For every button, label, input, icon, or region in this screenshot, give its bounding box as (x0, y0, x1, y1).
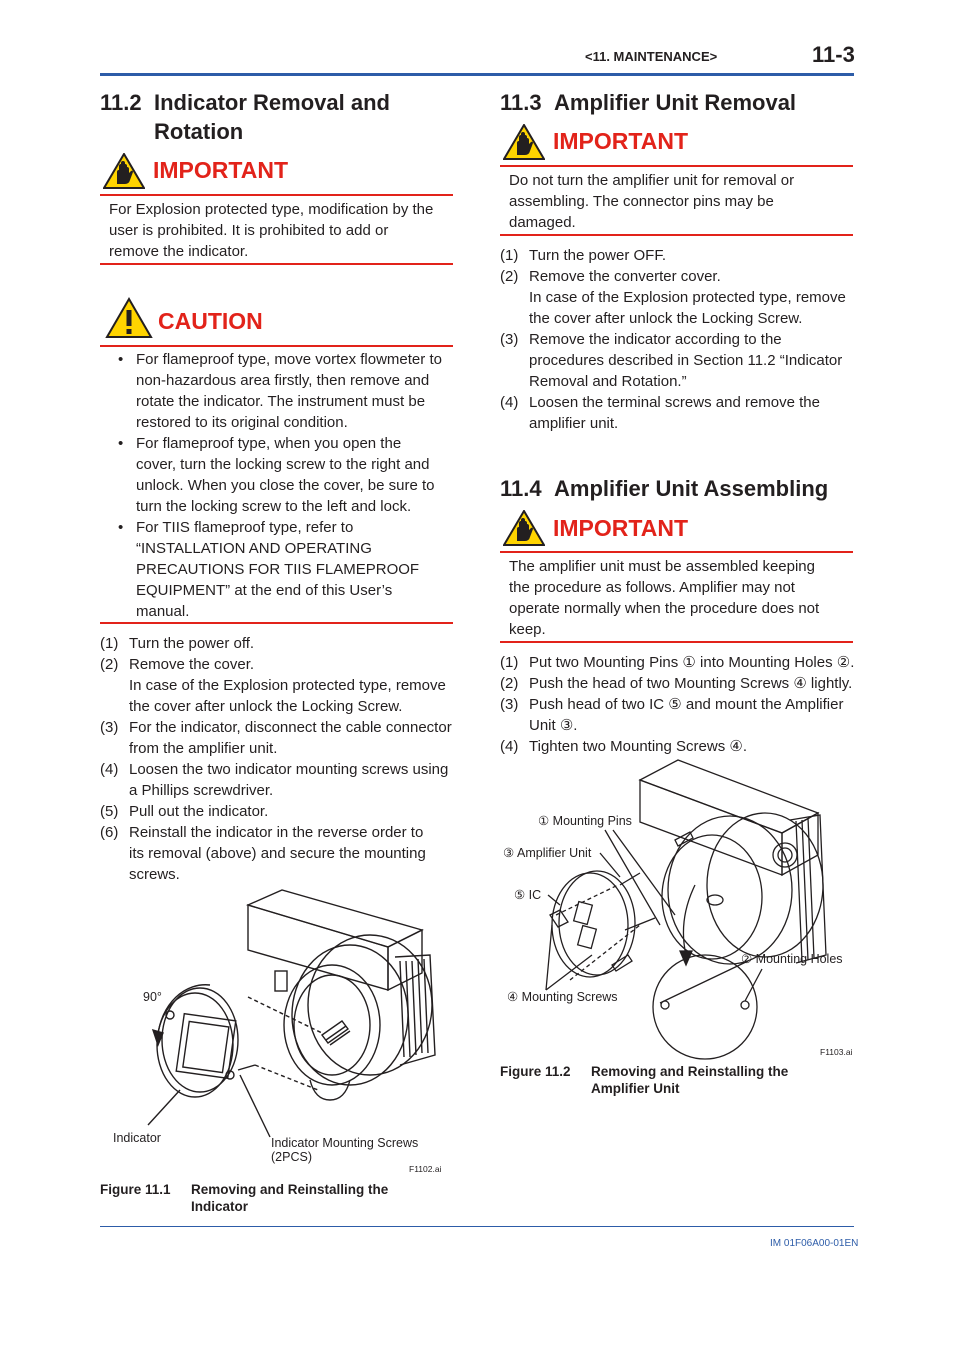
figure-label-pins: ① Mounting Pins (538, 814, 632, 828)
list-item: (1) Turn the power OFF. (500, 247, 666, 264)
section-11-3-heading (500, 88, 853, 117)
important-top-rule (500, 165, 853, 167)
important-label: IMPORTANT (553, 128, 689, 154)
section-number: 11.4 (500, 476, 542, 501)
important-bottom-rule (500, 641, 853, 643)
figure-label-screws: Indicator Mounting Screws (2PCS) (271, 1136, 419, 1164)
section-title: Amplifier Unit Removal (554, 90, 797, 115)
figure-11-2-illustration (500, 755, 854, 1060)
running-header-section: <11. MAINTENANCE> (585, 49, 718, 64)
important-top-rule (100, 194, 453, 196)
caution-item: • For flameproof type, move vortex flowmeter to non-hazardous area firstly, then remove and rotate the indicator. The instrument must be restored to its original condition. (118, 351, 442, 431)
section-11-2-heading (100, 88, 453, 146)
figure-11-2-caption: Figure 11.2 Removing and Reinstalling the Amplifier Unit (500, 1064, 789, 1096)
list-item: (3) Remove the indicator according to the procedures described in Section 11.2 “Indicator Removal and Rotation.” (500, 331, 843, 390)
figure-label-holes: ② Mounting Holes (741, 952, 843, 966)
procedure-list-11-2 (100, 633, 456, 885)
figure-label-amplifier: ③ Amplifier Unit (503, 846, 592, 860)
important-top-rule (500, 551, 853, 553)
important-hand-icon (503, 124, 545, 160)
section-11-4-heading (500, 474, 853, 503)
list-item: (6) Reinstall the indicator in the reverse order to its removal (above) and secure the mounting screws. (100, 824, 426, 883)
caution-item: • For TIIS flameproof type, refer to “INSTALLATION AND OPERATING PRECAUTIONS FOR TIIS FLAMEPROOF EQUIPMENT” at the end of this User’s manual. (118, 519, 420, 620)
procedure-list-11-3 (500, 245, 856, 434)
figure-label-ic: ⑤ IC (514, 888, 542, 902)
figure-angle-label: 90° (143, 990, 162, 1004)
list-item: (2) Remove the converter cover. In case of the Explosion protected type, remove the cover after unlock the Locking Screw. (500, 268, 846, 327)
important-label: IMPORTANT (553, 515, 689, 541)
list-item: (4) Loosen the two indicator mounting screws using a Phillips screwdriver. (100, 761, 449, 799)
list-item: (1) Put two Mounting Pins ① into Mounting Holes ②. (500, 654, 855, 671)
figure-file-id: F1102.ai (409, 1164, 442, 1174)
figure-file-id: F1103.ai (820, 1047, 853, 1057)
footer-rule (100, 1226, 854, 1227)
section-title: Amplifier Unit Assembling (554, 476, 829, 501)
important-bottom-rule (500, 234, 853, 236)
section-number: 11.2 (100, 90, 142, 115)
procedure-list-11-4 (500, 652, 856, 757)
important-bottom-rule (100, 263, 453, 265)
section-title: Indicator Removal and Rotation (154, 90, 390, 144)
caution-exclamation-icon (105, 297, 153, 339)
list-item: (4) Tighten two Mounting Screws ④. (500, 738, 747, 755)
caution-item: • For flameproof type, when you open the cover, turn the locking screw to the right and unlock. When you close the cover, be sure to turn the locking screw to the left and lock. (118, 435, 435, 515)
caution-list (100, 349, 445, 622)
caution-bottom-rule (100, 622, 453, 624)
list-item: (4) Loosen the terminal screws and remove the amplifier unit. (500, 394, 820, 432)
list-item: (2) Remove the cover. In case of the Explosion protected type, remove the cover after unlock the Locking Screw. (100, 656, 446, 715)
page-number: 11-3 (812, 42, 855, 67)
important-text: Do not turn the amplifier unit for removal or assembling. The connector pins may be damaged. (509, 172, 795, 231)
section-number: 11.3 (500, 90, 542, 115)
important-text: For Explosion protected type, modification by the user is prohibited. It is prohibited to add or remove the indicator. (109, 201, 434, 260)
figure-11-1-caption: Figure 11.1 Removing and Reinstalling the Indicator (100, 1182, 389, 1214)
important-label: IMPORTANT (153, 157, 289, 183)
list-item: (3) For the indicator, disconnect the cable connector from the amplifier unit. (100, 719, 452, 757)
caution-top-rule (100, 345, 453, 347)
important-hand-icon (103, 153, 145, 189)
important-text: The amplifier unit must be assembled keeping the procedure as follows. Amplifier may not operate normally when the procedure does not keep. (509, 558, 820, 638)
important-hand-icon (503, 510, 545, 546)
caution-label: CAUTION (158, 308, 263, 334)
figure-label-screws: ④ Mounting Screws (507, 990, 618, 1004)
document-id: IM 01F06A00-01EN (770, 1238, 859, 1249)
list-item: (2) Push the head of two Mounting Screws ④ lightly. (500, 675, 853, 692)
figure-label-indicator: Indicator (113, 1131, 161, 1145)
list-item: (3) Push head of two IC ⑤ and mount the Amplifier Unit ③. (500, 696, 844, 734)
list-item: (1) Turn the power off. (100, 635, 255, 652)
header-rule (100, 73, 854, 76)
list-item: (5) Pull out the indicator. (100, 803, 269, 820)
